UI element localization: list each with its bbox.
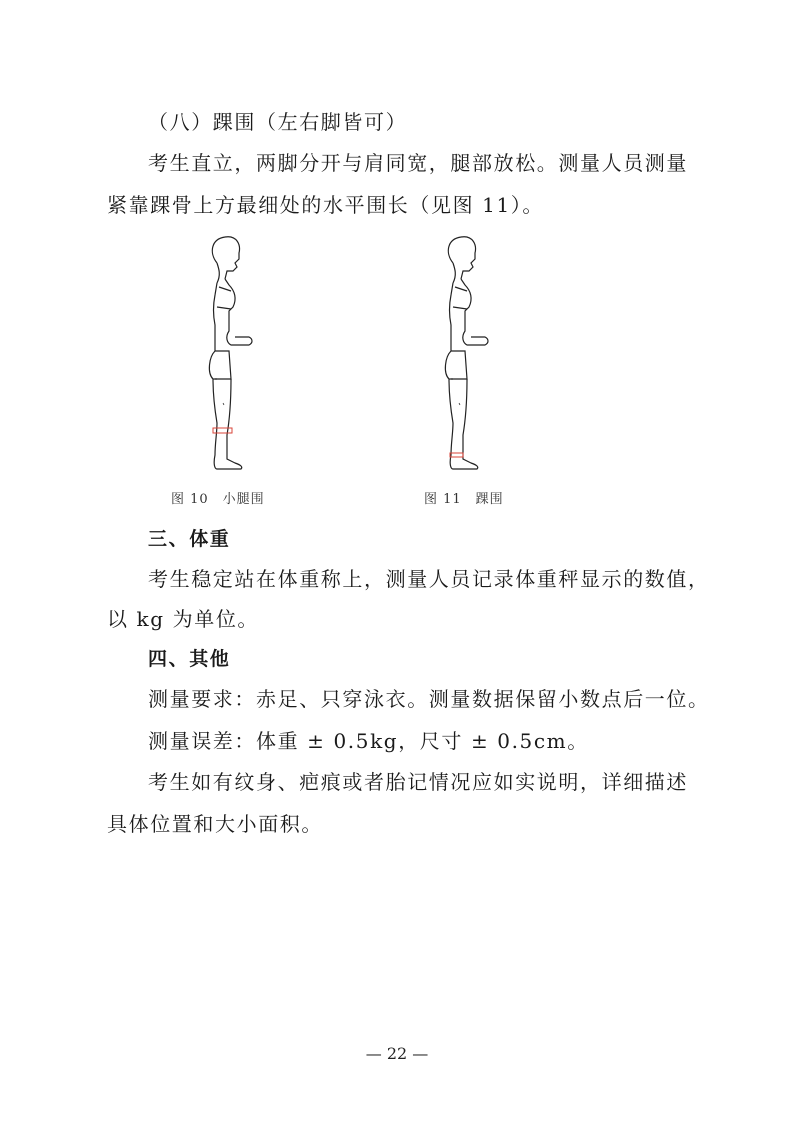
section-8-paragraph-line-2: 紧靠踝骨上方最细处的水平围长（见图 11）。 bbox=[107, 193, 545, 217]
figure-10-calf-illustration bbox=[195, 233, 285, 477]
figure-11-ankle-illustration bbox=[431, 233, 521, 477]
section-4-heading: 四、其他 bbox=[148, 648, 231, 670]
section-8-paragraph-line-1: 考生直立，两脚分开与肩同宽，腿部放松。测量人员测量 bbox=[148, 151, 688, 175]
calf-measurement-band bbox=[212, 427, 234, 435]
section-3-heading: 三、体重 bbox=[148, 528, 231, 550]
page-number: — 22 — bbox=[365, 1044, 429, 1063]
section-3-paragraph-line-2: 以 kg 为单位。 bbox=[107, 607, 260, 631]
ankle-measurement-band bbox=[449, 452, 465, 459]
section-4-note-line-2: 具体位置和大小面积。 bbox=[107, 812, 323, 836]
section-3-paragraph-line-1: 考生稳定站在体重称上，测量人员记录体重秤显示的数值， bbox=[148, 567, 710, 591]
section-4-note-line-1: 考生如有纹身、疤痕或者胎记情况应如实说明，详细描述 bbox=[148, 770, 688, 794]
measurement-error: 测量误差：体重 ± 0.5kg，尺寸 ± 0.5cm。 bbox=[148, 729, 589, 753]
figure-illustrations bbox=[105, 233, 587, 477]
figure-10-caption: 图 10 小腿围 bbox=[171, 492, 265, 507]
measurement-requirement: 测量要求：赤足、只穿泳衣。测量数据保留小数点后一位。 bbox=[148, 687, 710, 711]
figure-11-caption: 图 11 踝围 bbox=[424, 492, 504, 507]
section-8-heading: （八）踝围（左右脚皆可） bbox=[148, 110, 408, 134]
